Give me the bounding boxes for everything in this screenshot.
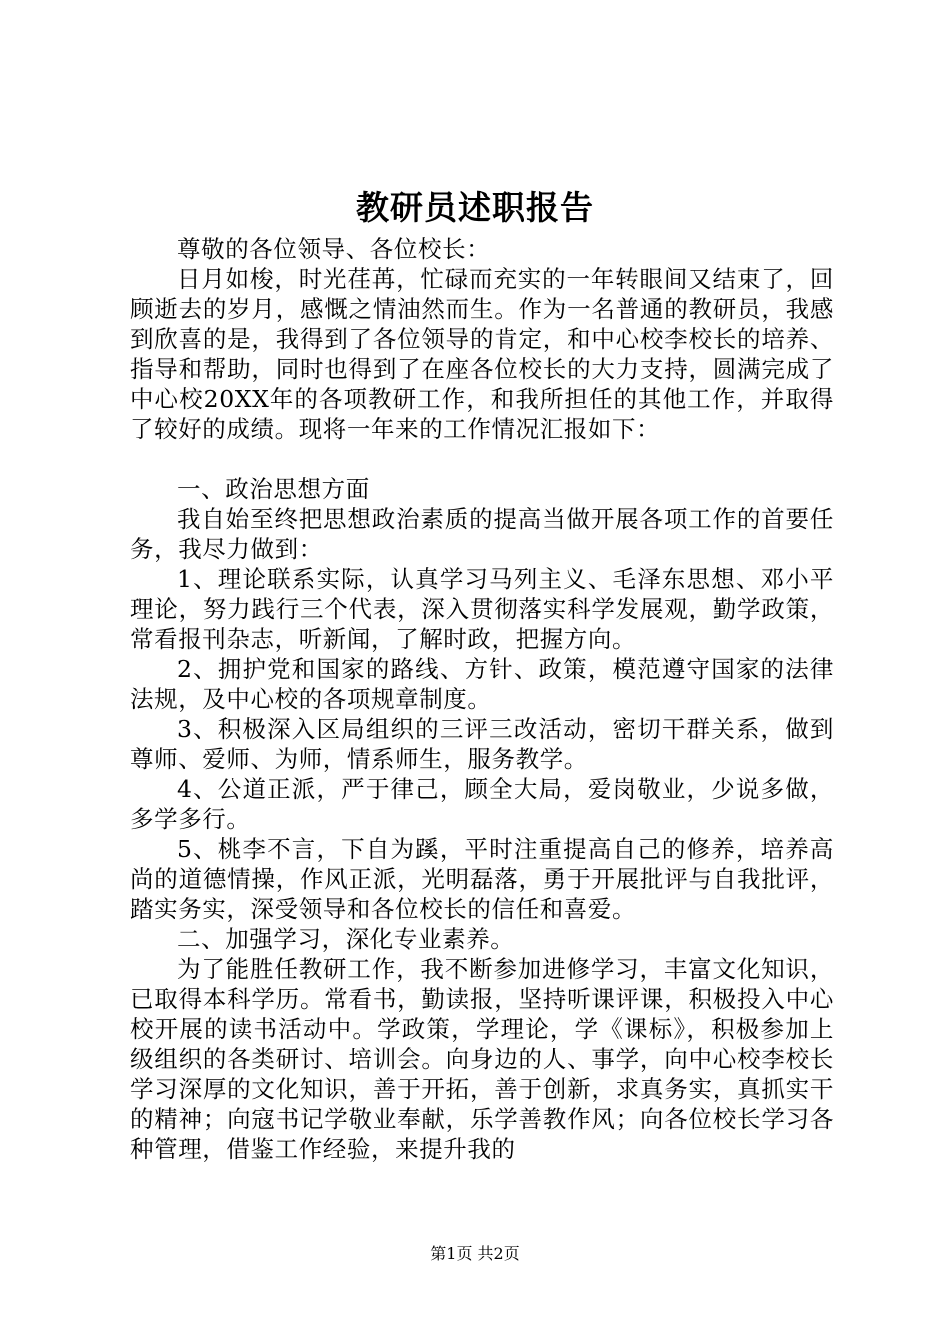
study-paragraph: 为了能胜任教研工作，我不断参加进修学习，丰富文化知识，已取得本科学历。常看书，勤读报，坚持听课评课，积极投入中心校开展的读书活动中。学政策，学理论，学《课标》，积极参加上级组织的各类研讨、培训会。向身边的人、事学，向中心校李校长学习深厚的文化知识，善于开拓，善于创新，求真务实，真抓实干的精神；向寇书记学敬业奉献，乐学善教作风；向各位校长学习各种管理，借鉴工作经验，来提升我的 — [130, 955, 834, 1163]
section-heading-study: 二、加强学习，深化专业素养。 — [177, 925, 515, 953]
politics-item-2: 2、拥护党和国家的路线、方针、政策，模范遵守国家的法律法规，及中心校的各项规章制度。 — [130, 655, 834, 713]
politics-item-3: 3、积极深入区局组织的三评三改活动，密切干群关系，做到尊师、爱师、为师，情系师生，服务教学。 — [130, 715, 834, 773]
politics-intro-paragraph: 我自始至终把思想政治素质的提高当做开展各项工作的首要任务，我尽力做到： — [130, 505, 834, 563]
politics-item-5: 5、桃李不言，下自为蹊，平时注重提高自己的修养，培养高尚的道德情操，作风正派，光明磊落，勇于开展批评与自我批评，踏实务实，深受领导和各位校长的信任和喜爱。 — [130, 835, 834, 923]
page-number-footer: 第1页 共2页 — [430, 1244, 520, 1263]
section-heading-politics: 一、政治思想方面 — [177, 475, 370, 503]
politics-item-4: 4、公道正派，严于律己，顾全大局，爱岗敬业，少说多做，多学多行。 — [130, 775, 834, 833]
document-body — [130, 234, 834, 1164]
intro-paragraph: 日月如梭，时光荏苒，忙碌而充实的一年转眼间又结束了，回顾逝去的岁月，感慨之情油然而生。作为一名普通的教研员，我感到欣喜的是，我得到了各位领导的肯定，和中心校李校长的培养、指导和帮助，同时也得到了在座各位校长的大力支持，圆满完成了中心校20XX年的各项教研工作，和我所担任的其他工作，并取得了较好的成绩。现将一年来的工作情况汇报如下： — [130, 265, 834, 443]
salutation-paragraph: 尊敬的各位领导、各位校长： — [177, 235, 491, 263]
politics-item-1: 1、理论联系实际，认真学习马列主义、毛泽东思想、邓小平理论，努力践行三个代表，深入贯彻落实科学发展观，勤学政策，常看报刊杂志，听新闻，了解时政，把握方向。 — [130, 565, 834, 653]
document-title: 教研员述职报告 — [356, 188, 594, 227]
